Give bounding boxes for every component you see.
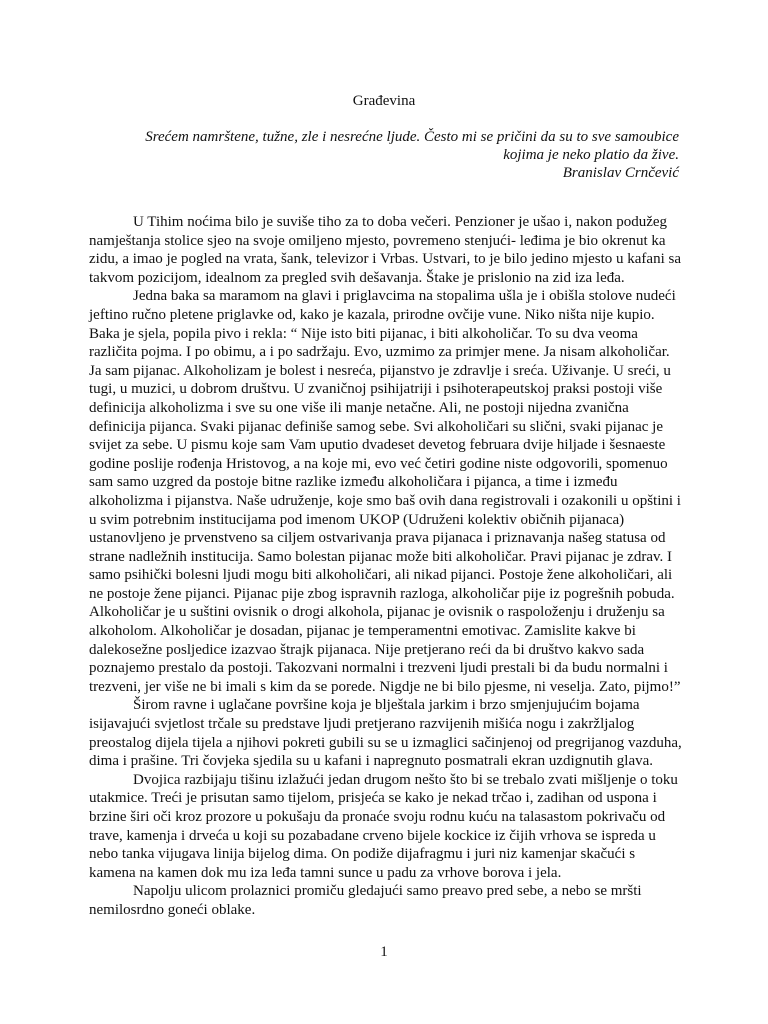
body-text	[89, 213, 683, 920]
epigraph-author: Branislav Crnčević	[562, 165, 679, 181]
page-number: 1	[380, 944, 388, 960]
epigraph	[116, 128, 679, 182]
paragraph: Jedna baka sa maramom na glavi i priglavcima na stopalima ušla je i obišla stolove nudeći jeftino ručno pletene priglavke od, kako je kazala, prirodne ovčije vune. Niko ništa nije kupio. Baka je sjela, popila pivo i rekla: “ Nije isto biti pijanac, i biti alkoholičar. To su dva veoma različita pojma. I po obimu, a i po sadržaju. Evo, uzmimo za primjer mene. Ja nisam alkoholičar. Ja sam pijanac. Alkoholizam je bolest i nesreća, pijanstvo je zdravlje i sreća. Uživanje. U sreći, u tugi, u muzici, u dobrom društvu. U zvaničnoj psihijatriji i psihoterapeutskoj praksi postoji više definicija alkoholizma i sve su one više ili manje netačne. Ali, ne postoji nijedna zvanična definicija pijanca. Svaki pijanac definiše samog sebe. Svi alkoholičari su slični, svaki pijanac je svijet za sebe. U pismu koje sam Vam uputio dvadeset devetog februara dvije hiljade i šesnaeste godine poslije rođenja Hristovog, a na koje mi, evo već četiri godine niste odgovorili, spomenuo sam samo uzgred da postoje bitne razlike između alkoholičara i pijanca, a time i između alkoholizma i pijanstva. Naše udruženje, koje smo baš ovih dana registrovali i ozakonili u opštini i u svim potrebnim institucijama pod imenom UKOP (Udruženi kolektiv običnih pijanaca) ustanovljeno je prvenstveno sa ciljem ostvarivanja prava pijanaca i priznavanja našeg statusa od strane nadležnih institucija. Samo bolestan pijanac može biti alkoholičar. Pravi pijanac je zdrav. I samo psihički bolesni ljudi mogu biti alkoholičari, ali nikad pijanci. Postoje žene alkoholičari, ali ne postoje žene pijanci. Pijanac pije zbog ispravnih razloga, alkoholičar pije iz pogrešnih pobuda. Alkoholičar je u suštini ovisnik o drogi alkohola, pijanac je ovisnik o raspoloženju i druženju sa alkoholom. Alkoholičar je dosadan, pijanac je temperamentni emotivac. Zamislite kakve bi dalekosežne posljedice izazvao štrajk pijanaca. Nije pretjerano reći da bi društvo kakvo sada poznajemo prestalo da postoji. Takozvani normalni i trezveni ljudi prestali bi da budu normalni i trezveni, jer više ne bi imali s kim da se porede. Nigdje ne bi bilo pjesme, ni veselja. Zato, pijmo!”	[89, 288, 681, 695]
paragraph: Dvojica razbijaju tišinu izlažući jedan drugom nešto što bi se trebalo zvati mišljenje o toku utakmice. Treći je prisutan samo tijelom, prisjeća se kako je nekad trčao i, zadihan od uspona i brzine širi oči kroz prozore u pokušaju da pronaće svoju rodnu kuću na talasastom pokrivaču od trave, kamenja i drveća u koji su pozabadane crveno bijele kockice iz čijih vrhova se ispreda u nebo tanka vijugava linija bijelog dima. On podiže dijafragmu i juri niz kamenjar skačući s kamena na kamen dok mu iza leđa tamni sunce u padu za vrhove borova i jela.	[89, 771, 678, 881]
epigraph-line: kojima je neko platio da žive.	[503, 147, 679, 163]
paragraph: Širom ravne i uglačane površine koja je blještala jarkim i brzo smjenjujućim bojama isijavajući svjetlost trčale su predstave ljudi pretjerano razvijenih mišića nogu i zakržljalog preostalog dijela tijela a njihovi pokreti gubili su se u izmaglici sačinjenoj od pregrijanog vazduha, dima i prašine. Tri čovjeka sjedila su u kafani i napregnuto posmatrali ekran uzdignutih glava.	[89, 697, 682, 770]
paragraph: U Tihim noćima bilo je suviše tiho za to doba večeri. Penzioner je ušao i, nakon podužeg namještanja stolice sjeo na svoje omiljeno mjesto, povremeno stenjući- leđima je bio okrenut ka zidu, a imao je pogled na vrata, šank, televizor i Vrbas. Ustvari, to je bilo jedino mjesto u kafani sa takvom pozicijom, idealnom za pregled svih dešavanja. Štake je prislonio na zid iza leđa.	[89, 214, 681, 286]
document-title: Građevina	[352, 93, 416, 109]
paragraph: Napolju ulicom prolaznici promiču gledajući samo preavo pred sebe, a nebo se mršti nemilosrdno goneći oblake.	[89, 883, 642, 918]
epigraph-line: Srećem namrštene, tužne, zle i nesrećne ljude. Često mi se pričini da su to sve samoubice	[145, 129, 679, 145]
